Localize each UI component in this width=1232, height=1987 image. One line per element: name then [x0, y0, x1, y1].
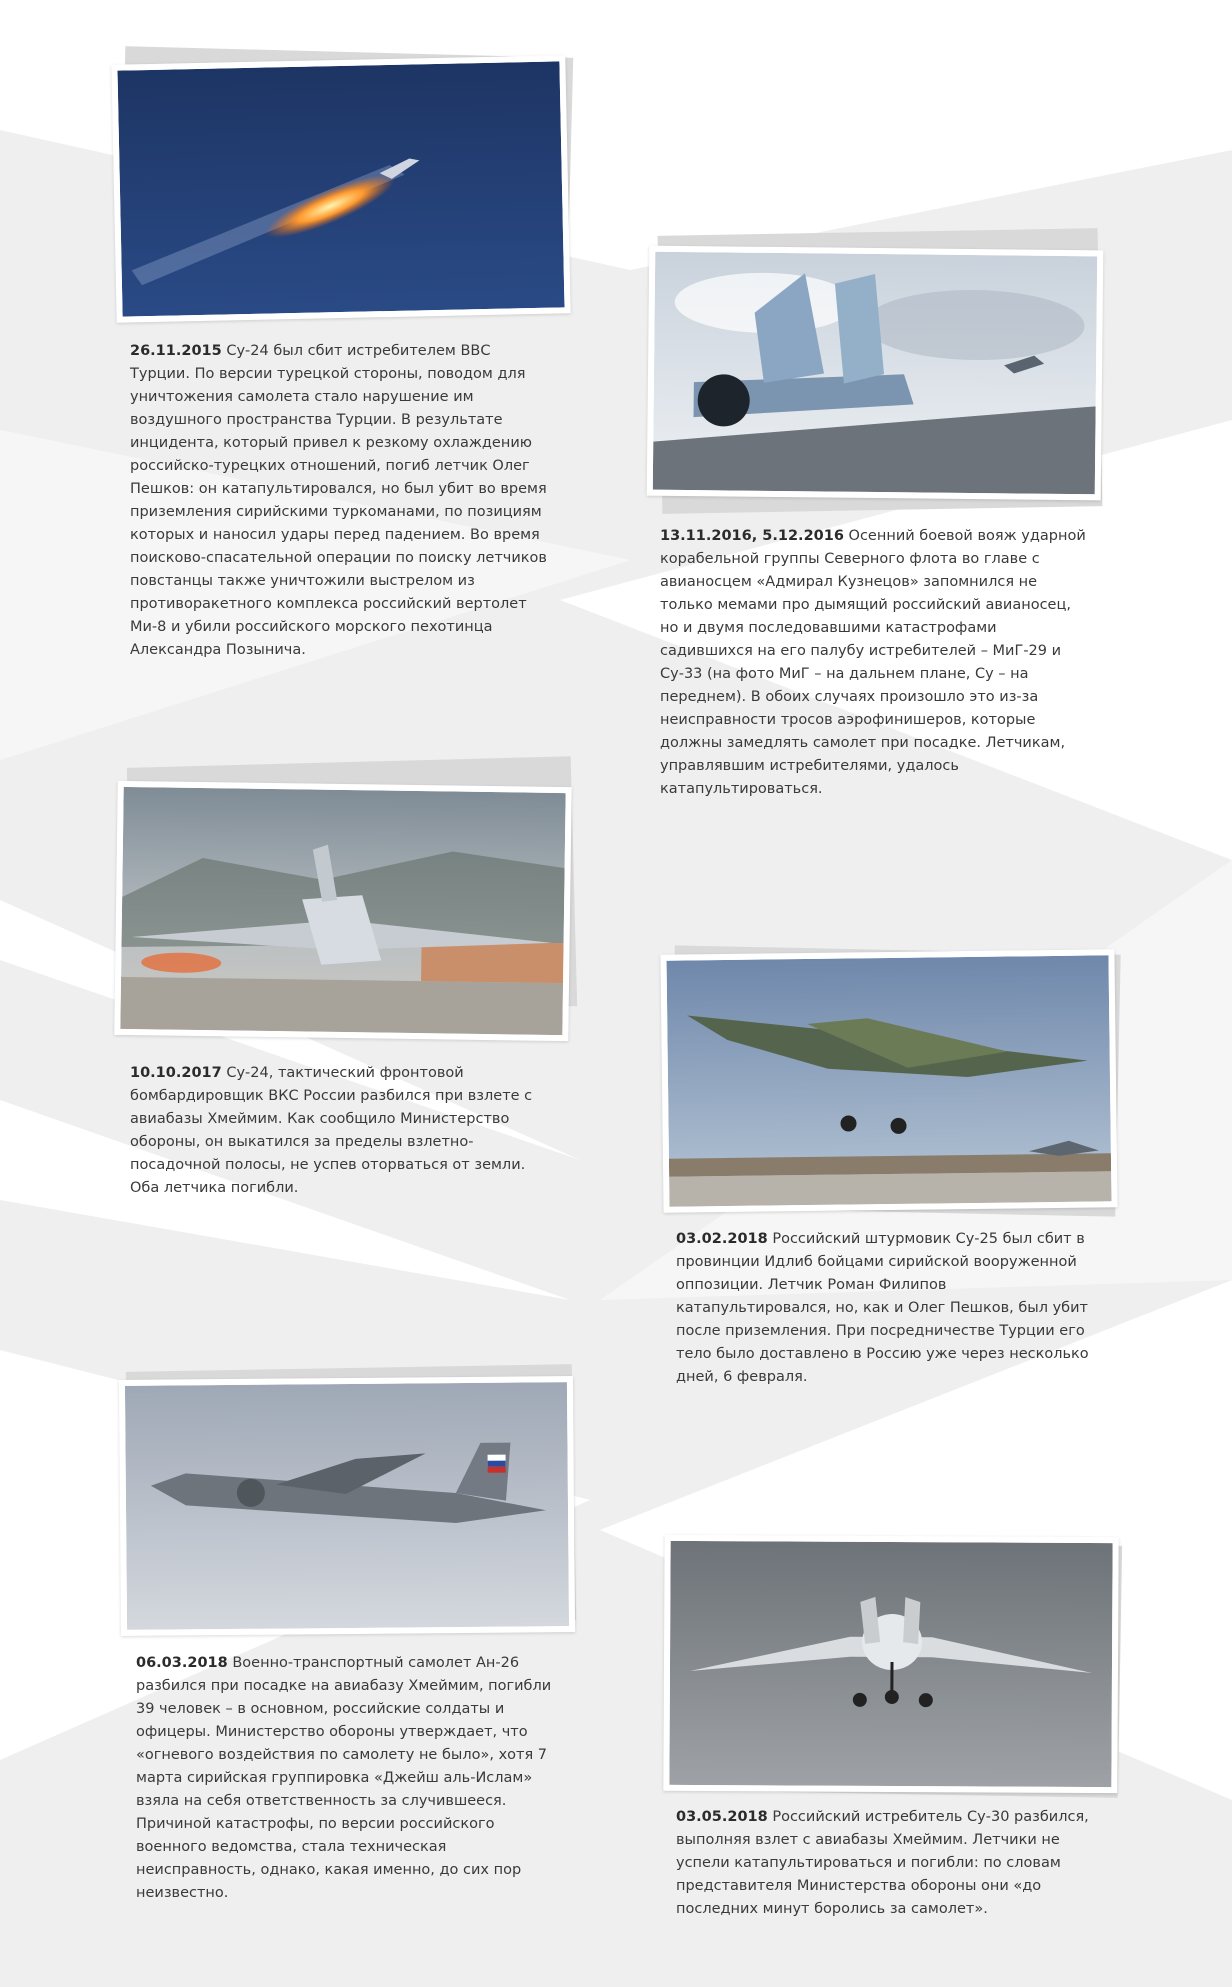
- photo-5-frame: [119, 1376, 575, 1636]
- entry-4-date: 03.02.2018: [676, 1231, 768, 1247]
- entry-1-caption: [130, 340, 550, 662]
- entry-5-caption: [136, 1652, 556, 1905]
- entry-6-date: 03.05.2018: [676, 1809, 768, 1825]
- su24-shot-down-photo: [117, 61, 564, 316]
- photo-2-frame: [647, 246, 1104, 501]
- entry-2-caption: [660, 525, 1090, 801]
- entry-3-date: 10.10.2017: [130, 1065, 222, 1081]
- photo-3-frame: [114, 781, 572, 1041]
- entry-1-date: 26.11.2015: [130, 343, 222, 359]
- photo-6-frame: [663, 1535, 1118, 1793]
- entry-2-date: 13.11.2016, 5.12.2016: [660, 528, 844, 544]
- carrier-deck-jets-photo: [653, 252, 1097, 495]
- entry-2-text: Осенний боевой вояж ударной корабельной группы Северного флота во главе с авианосцем «Адмирал Кузнецов» запомнился не только мемами про дымящий российский авианосец, но и двумя последовавшими катастрофами садившихся на его палубу истребителей – МиГ-29 и Су-33 (на фото МиГ – на дальнем плане, Су – на переднем). В обоих случаях произошло это из-за неисправности тросов аэрофинишеров, которые должны замедлять самолет при посадке. Летчикам, управлявшим истребителями, удалось катапультироваться.: [660, 528, 1086, 797]
- photo-1-frame: [111, 55, 570, 322]
- an26-transport-photo: [125, 1382, 569, 1630]
- entry-3-text: Су-24, тактический фронтовой бомбардировщик ВКС России разбился при взлете с авиабазы Хмеймим. Как сообщило Министерство обороны, он выкатился за пределы взлетно-посадочной полосы, не успев оторваться от земли. Оба летчика погибли.: [130, 1065, 533, 1196]
- entry-3-caption: [130, 1062, 550, 1200]
- su30-takeoff-photo: [669, 1541, 1112, 1787]
- entry-4-text: Российский штурмовик Су-25 был сбит в провинции Идлиб бойцами сирийской вооруженной оппозиции. Летчик Роман Филипов катапультировался, но, как и Олег Пешков, был убит после приземления. При посредничестве Турции его тело было доставлено в Россию уже через несколько дней, 6 февраля.: [676, 1231, 1089, 1385]
- entry-6-text: Российский истребитель Су-30 разбился, выполняя взлет с авиабазы Хмеймим. Летчики не успели катапультироваться и погибли: по словам представителя Министерства обороны они «до последних минут боролись за самолет».: [676, 1809, 1089, 1917]
- su25-takeoff-photo: [667, 955, 1112, 1206]
- entry-4-caption: [676, 1228, 1096, 1389]
- photo-4-frame: [660, 949, 1117, 1213]
- entry-5-text: Военно-транспортный самолет Ан-26 разбился при посадке на авиабазу Хмеймим, погибли 39 человек – в основном, российские солдаты и офицеры. Министерство обороны утверждает, что «огневого воздействия по самолету не было», хотя 7 марта сирийская группировка «Джейш аль-Ислам» взяла на себя ответственность за случившееся. Причиной катастрофы, по версии российского военного ведомства, стала техническая неисправность, однако, какая именно, до сих пор неизвестно.: [136, 1655, 552, 1901]
- entry-5-date: 06.03.2018: [136, 1655, 228, 1671]
- su24-runway-photo: [120, 787, 565, 1035]
- entry-6-caption: [676, 1806, 1106, 1921]
- entry-1-text: Су-24 был сбит истребителем ВВС Турции. По версии турецкой стороны, поводом для уничтожения самолета стало нарушение им воздушного пространства Турции. В результате инцидента, который привел к резкому охлаждению российско-турецких отношений, погиб летчик Олег Пешков: он катапультировался, но был убит во время приземления сирийскими туркоманами, по позициям которых и наносил удары перед падением. Во время поисково-спасательной операции по поиску летчиков повстанцы также уничтожили выстрелом из противоракетного комплекса российский вертолет Ми-8 и убили российского морского пехотинца Александра Позынича.: [130, 343, 547, 658]
